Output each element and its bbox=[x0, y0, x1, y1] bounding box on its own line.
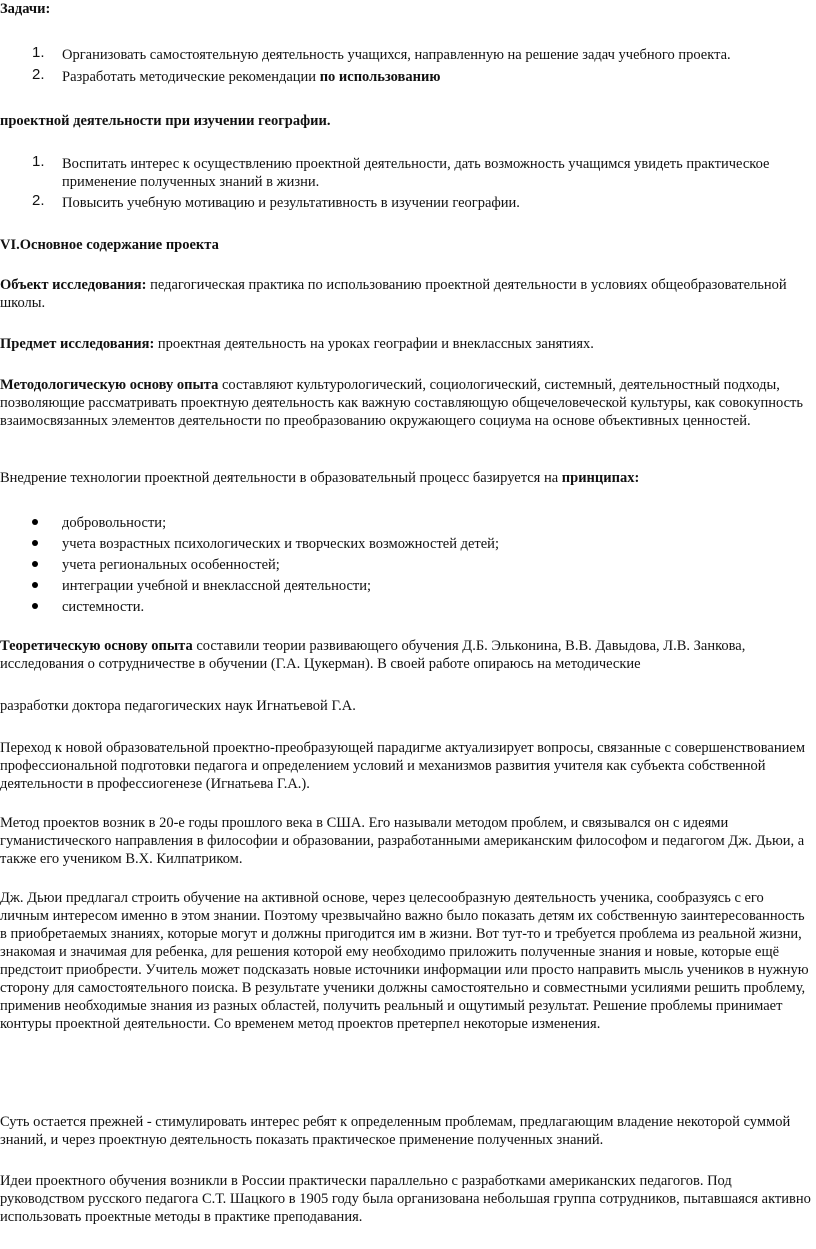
principles-intro-bold: принципах: bbox=[561, 470, 640, 486]
body-paragraph: Метод проектов возник в 20-е годы прошлого века в США. Его называли методом проблем, и связывался он с идеями гуманистического направления в философии и образовании, разработанными американским философом и педагогом Дж. Дьюи, а также его учеником В.Х. Килпатриком. bbox=[0, 815, 805, 867]
tasks-heading: Задачи: bbox=[0, 1, 51, 17]
list-item: учета региональных особенностей; bbox=[62, 557, 280, 573]
section-title: VI.Основное содержание проекта bbox=[0, 237, 219, 253]
object-text: педагогическая практика по использованию проектной деятельности в условиях общеобразовательной школы. bbox=[0, 277, 787, 311]
list-item: учета возрастных психологических и творческих возможностей детей; bbox=[62, 536, 499, 552]
tasks-continuation: проектной деятельности при изучении географии. bbox=[0, 113, 331, 129]
list-number: 1. bbox=[32, 44, 45, 61]
subject-text: проектная деятельность на уроках географии и внеклассных занятиях. bbox=[154, 336, 594, 352]
list-item: интеграции учебной и внеклассной деятельности; bbox=[62, 578, 372, 594]
list-item-bold: по использованию bbox=[319, 69, 441, 85]
list-item: системности. bbox=[62, 599, 145, 615]
methodology-text: составляют культурологический, социологический, системный, деятельностный подходы, позволяющие рассматривать проектную деятельность как важную составляющую общечеловеческой культуры, как совокупность взаимосвязанных элементов деятельности по преобразованию окружающего социума на основе объективных ценностей. bbox=[0, 377, 803, 429]
body-paragraph: Идеи проектного обучения возникли в России практически параллельно с разработками американских педагогов. Под руководством русского педагога С.Т. Шацкого в 1905 году была организована небольшая группа сотрудников, пытавшаяся активно использовать проектные методы в практике преподавания. bbox=[0, 1173, 811, 1225]
list-number: 2. bbox=[32, 66, 45, 83]
list-item bbox=[62, 68, 807, 86]
body-paragraph: Дж. Дьюи предлагал строить обучение на активной основе, через целесообразную деятельность ученика, сообразуясь с его личным интересом именно в этом знании. Поэтому чрезвычайно важно было показать детям их собственную заинтересованность в приобретаемых знаниях, которые могут и должны пригодится им в жизни. Вот тут-то и требуется проблема из реальной жизни, знакомая и значимая для ребенка, для решения которой ему необходимо приложить полученные знания и новые, которые ещё предстоит приобрести. Учитель может подсказать новые источники информации или просто направить мысль учеников в нужную сторону для самостоятельного поиска. В результате ученики должны самостоятельно и совместными усилиями решить проблему, применив необходимые знания из разных областей, получить реальный и ощутимый результат. Решение проблемы принимает контуры проектной деятельности. Со временем метод проектов претерпел некоторые изменения. bbox=[0, 890, 809, 1032]
theory-text: составили теории развивающего обучения Д.Б. Эльконина, В.В. Давыдова, Л.В. Занкова, исследования о сотрудничестве в обучении (Г.А. Цукерман). В своей работе опираюсь на методические bbox=[0, 638, 746, 672]
body-paragraph: Суть остается прежней - стимулировать интерес ребят к определенным проблемам, предлагающим владение некоторой суммой знаний, и через проектную деятельность показать практическое применение полученных знаний. bbox=[0, 1114, 791, 1148]
subject-paragraph bbox=[0, 335, 812, 353]
methodology-label: Методологическую основу опыта bbox=[0, 377, 219, 393]
theory-paragraph bbox=[0, 637, 812, 673]
bullet-icon bbox=[32, 582, 38, 588]
bullet-icon bbox=[32, 540, 38, 546]
list-item: добровольности; bbox=[62, 515, 167, 531]
bullet-icon bbox=[32, 561, 38, 567]
principles-intro-text: Внедрение технологии проектной деятельности в образовательный процесс базируется на bbox=[0, 470, 562, 486]
bullet-icon bbox=[32, 603, 38, 609]
bullet-icon bbox=[32, 519, 38, 525]
subject-label: Предмет исследования: bbox=[0, 336, 155, 352]
list-item: Воспитать интерес к осуществлению проектной деятельности, дать возможность учащимся увидеть практическое применение полученных знаний в жизни. bbox=[62, 156, 770, 190]
object-label: Объект исследования: bbox=[0, 277, 147, 293]
principles-intro bbox=[0, 469, 812, 487]
list-item: Повысить учебную мотивацию и результативность в изучении географии. bbox=[62, 195, 520, 211]
list-item-text: Разработать методические рекомендации bbox=[62, 69, 320, 85]
body-paragraph: Переход к новой образовательной проектно-преобразующей парадигме актуализирует вопросы, связанные с совершенствованием профессиональной подготовки педагога и определением условий и механизмов развития учителя как субъекта собственной деятельности в профессиогенезе (Игнатьева Г.А.). bbox=[0, 740, 805, 792]
list-number: 2. bbox=[32, 192, 45, 209]
object-paragraph bbox=[0, 276, 812, 312]
methodology-paragraph bbox=[0, 376, 812, 430]
list-number: 1. bbox=[32, 153, 45, 170]
theory-label: Теоретическую основу опыта bbox=[0, 638, 193, 654]
body-paragraph: разработки доктора педагогических наук Игнатьевой Г.А. bbox=[0, 698, 356, 714]
list-item: Организовать самостоятельную деятельность учащихся, направленную на решение задач учебного проекта. bbox=[62, 47, 731, 63]
